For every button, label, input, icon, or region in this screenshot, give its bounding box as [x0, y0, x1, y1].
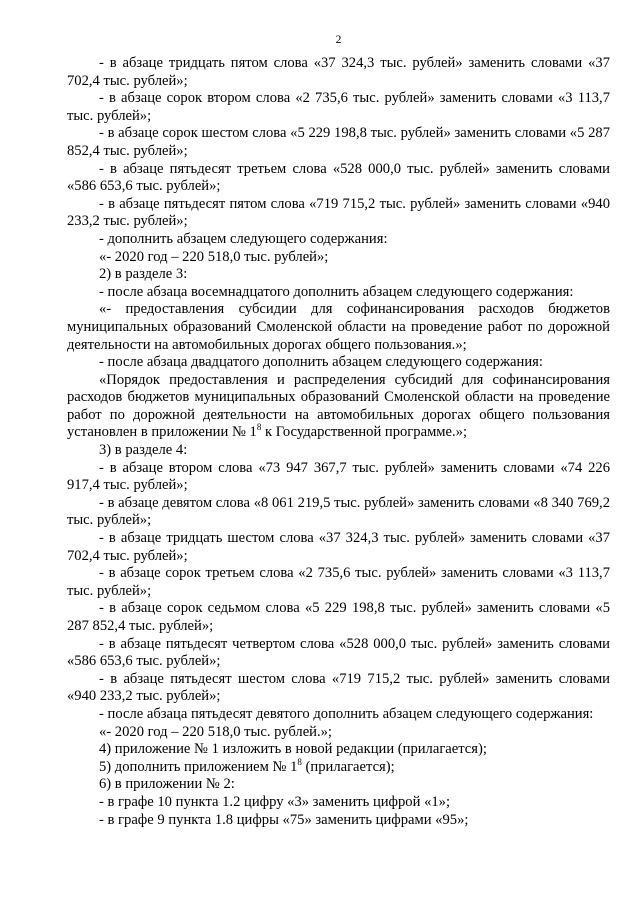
paragraph: 4) приложение № 1 изложить в новой редакции (прилагается);	[99, 741, 487, 758]
paragraph: - после абзаца восемнадцатого дополнить абзацем следующего содержания:	[99, 283, 574, 300]
paragraph: «- 2020 год – 220 518,0 тыс. рублей»;	[99, 248, 329, 265]
paragraph: «- предоставления субсидии для софинансирования расходов бюджетов муниципальных образований Смоленской области на проведение работ по дорожной деятельности на автомобильных дорогах общего пользования.»;	[67, 301, 610, 353]
superscript: 8	[256, 422, 262, 433]
paragraph: 3) в разделе 4:	[99, 442, 188, 459]
paragraph: - в абзаце пятьдесят пятом слова «719 715,2 тыс. рублей» заменить словами «940 233,2 тыс. рублей»;	[67, 195, 610, 230]
paragraph: - в абзаце сорок третьем слова «2 735,6 тыс. рублей» заменить словами «3 113,7 тыс. рублей»;	[67, 565, 610, 599]
paragraph: - в абзаце пятьдесят шестом слова «719 715,2 тыс. рублей» заменить словами «940 233,2 тыс. рублей»;	[67, 670, 610, 705]
paragraph: - в абзаце тридцать шестом слова «37 324,3 тыс. рублей» заменить словами «37 702,4 тыс. рублей»;	[67, 530, 610, 564]
paragraph: «- 2020 год – 220 518,0 тыс. рублей.»;	[99, 723, 332, 740]
paragraph: - в абзаце втором слова «73 947 367,7 тыс. рублей» заменить словами «74 226 917,4 тыс. рублей»;	[67, 459, 610, 494]
paragraph-text: (прилагается);	[301, 758, 395, 775]
paragraph-text: 5) дополнить приложением № 1	[99, 758, 298, 775]
paragraph: - в абзаце девятом слова «8 061 219,5 тыс. рублей» заменить словами «8 340 769,2 тыс. рублей»;	[67, 494, 610, 529]
paragraph: 2) в разделе 3:	[99, 266, 188, 283]
paragraph: - дополнить абзацем следующего содержания:	[99, 230, 388, 247]
paragraph: - в абзаце тридцать пятом слова «37 324,3 тыс. рублей» заменить словами «37 702,4 тыс. рублей»;	[67, 55, 610, 89]
paragraph: - в графе 10 пункта 1.2 цифру «3» заменить цифрой «1»;	[99, 793, 451, 810]
paragraph: - в абзаце сорок шестом слова «5 229 198,8 тыс. рублей» заменить словами «5 287 852,4 тыс. рублей»;	[67, 125, 610, 159]
paragraph-text: «Порядок предоставления и распределения субсидий для софинансирования расходов бюджетов муниципальных образований Смоленской области на проведение работ по дорожной деятельности на автомобильных дорогах общего пользования установлен в приложении № 1	[67, 371, 610, 441]
paragraph-text: к Государственной программе.»;	[261, 424, 468, 441]
paragraph: - в графе 9 пункта 1.8 цифры «75» заменить цифрами «95»;	[99, 811, 469, 828]
paragraph: 6) в приложении № 2:	[99, 776, 235, 793]
paragraph: - в абзаце сорок седьмом слова «5 229 198,8 тыс. рублей» заменить словами «5 287 852,4 тыс. рублей»;	[67, 600, 610, 634]
paragraph: - в абзаце пятьдесят четвертом слова «528 000,0 тыс. рублей» заменить словами «586 653,6 тыс. рублей»;	[67, 635, 610, 670]
paragraph	[67, 756, 610, 777]
paragraph: - после абзаца двадцатого дополнить абзацем следующего содержания:	[99, 354, 543, 371]
superscript: 8	[297, 756, 302, 767]
paragraph	[67, 372, 610, 442]
document-body	[67, 55, 610, 829]
page-number: 2	[335, 34, 342, 46]
paragraph: - после абзаца пятьдесят девятого дополнить абзацем следующего содержания:	[99, 705, 594, 722]
paragraph: - в абзаце пятьдесят третьем слова «528 000,0 тыс. рублей» заменить словами «586 653,6 тыс. рублей»;	[67, 160, 610, 195]
paragraph: - в абзаце сорок втором слова «2 735,6 тыс. рублей» заменить словами «3 113,7 тыс. рублей»;	[67, 90, 610, 124]
